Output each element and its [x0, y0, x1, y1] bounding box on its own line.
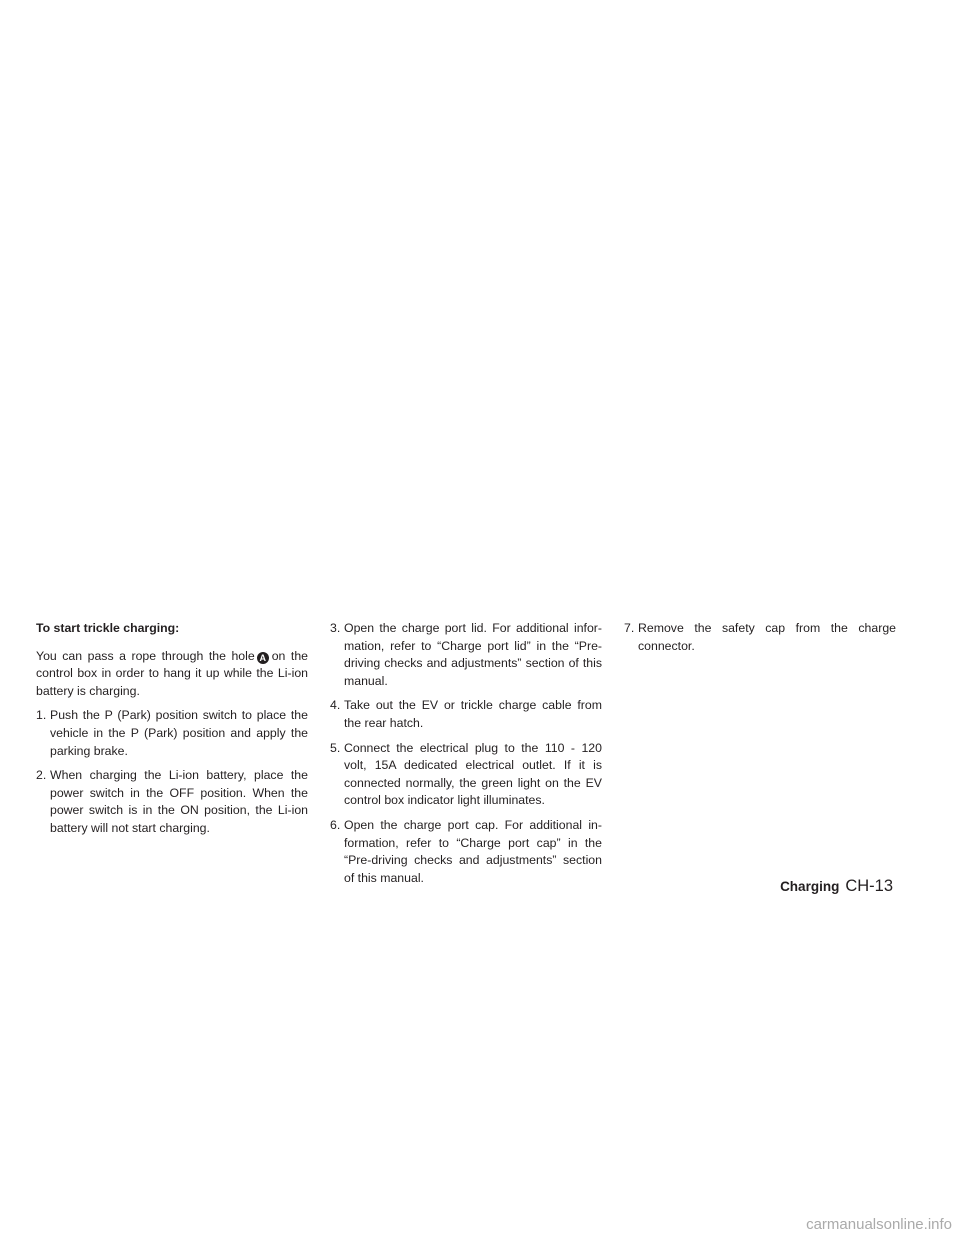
- intro-text-before: You can pass a rope through the hole: [36, 648, 255, 663]
- page-number: CH-13: [845, 877, 893, 895]
- step-text: Push the P (Park) position switch to place the vehicle in the P (Park) position and apply the parking brake.: [50, 708, 308, 758]
- step-2: [36, 767, 308, 837]
- step-text: Connect the electrical plug to the 110 - 120 volt, 15A dedicated electrical outlet. If it is connected normally, the green light on the EV control box indicator light illuminates.: [344, 740, 602, 808]
- footer-section-title: Charging: [780, 879, 840, 894]
- section-heading: To start trickle charging:: [36, 621, 180, 635]
- step-3: [330, 620, 602, 690]
- page-footer: [780, 877, 893, 896]
- step-text: Take out the EV or trickle charge cable from the rear hatch.: [344, 698, 602, 730]
- step-text: Remove the safety cap from the charge connector.: [638, 621, 896, 653]
- column-1: [36, 620, 308, 845]
- intro-text-after: on the control box in order to hang it up while the Li-ion battery is charging.: [36, 648, 308, 698]
- step-number: 2.: [36, 768, 47, 783]
- step-number: 3.: [330, 621, 341, 635]
- step-number: 4.: [330, 698, 341, 713]
- column-3: [624, 620, 896, 662]
- step-text: Open the charge port cap. For additional in- formation, refer to “Charge port cap” in the “Pre-driving checks and adjustments” section of this manual.: [344, 817, 602, 885]
- step-text: When charging the Li-ion battery, place the power switch in the OFF position. When the power switch is in the ON position, the Li-ion battery will not start charging.: [50, 768, 308, 835]
- step-number: 5.: [330, 740, 341, 755]
- step-number: 6.: [330, 817, 341, 832]
- column-2: [330, 620, 602, 894]
- intro-paragraph: [36, 648, 308, 701]
- step-number: 7.: [624, 621, 635, 635]
- step-7: [624, 620, 896, 655]
- step-number: 1.: [36, 708, 47, 723]
- step-5: [330, 740, 602, 810]
- step-text: Open the charge port lid. For additional infor- mation, refer to “Charge port lid” in the “Pre- driving checks and adjustments” section of this manual.: [344, 621, 602, 688]
- step-1: [36, 707, 308, 760]
- step-4: [330, 697, 602, 732]
- callout-a-icon: A: [257, 652, 269, 664]
- watermark: carmanualsonline.info: [806, 1216, 952, 1233]
- step-6: [330, 817, 602, 887]
